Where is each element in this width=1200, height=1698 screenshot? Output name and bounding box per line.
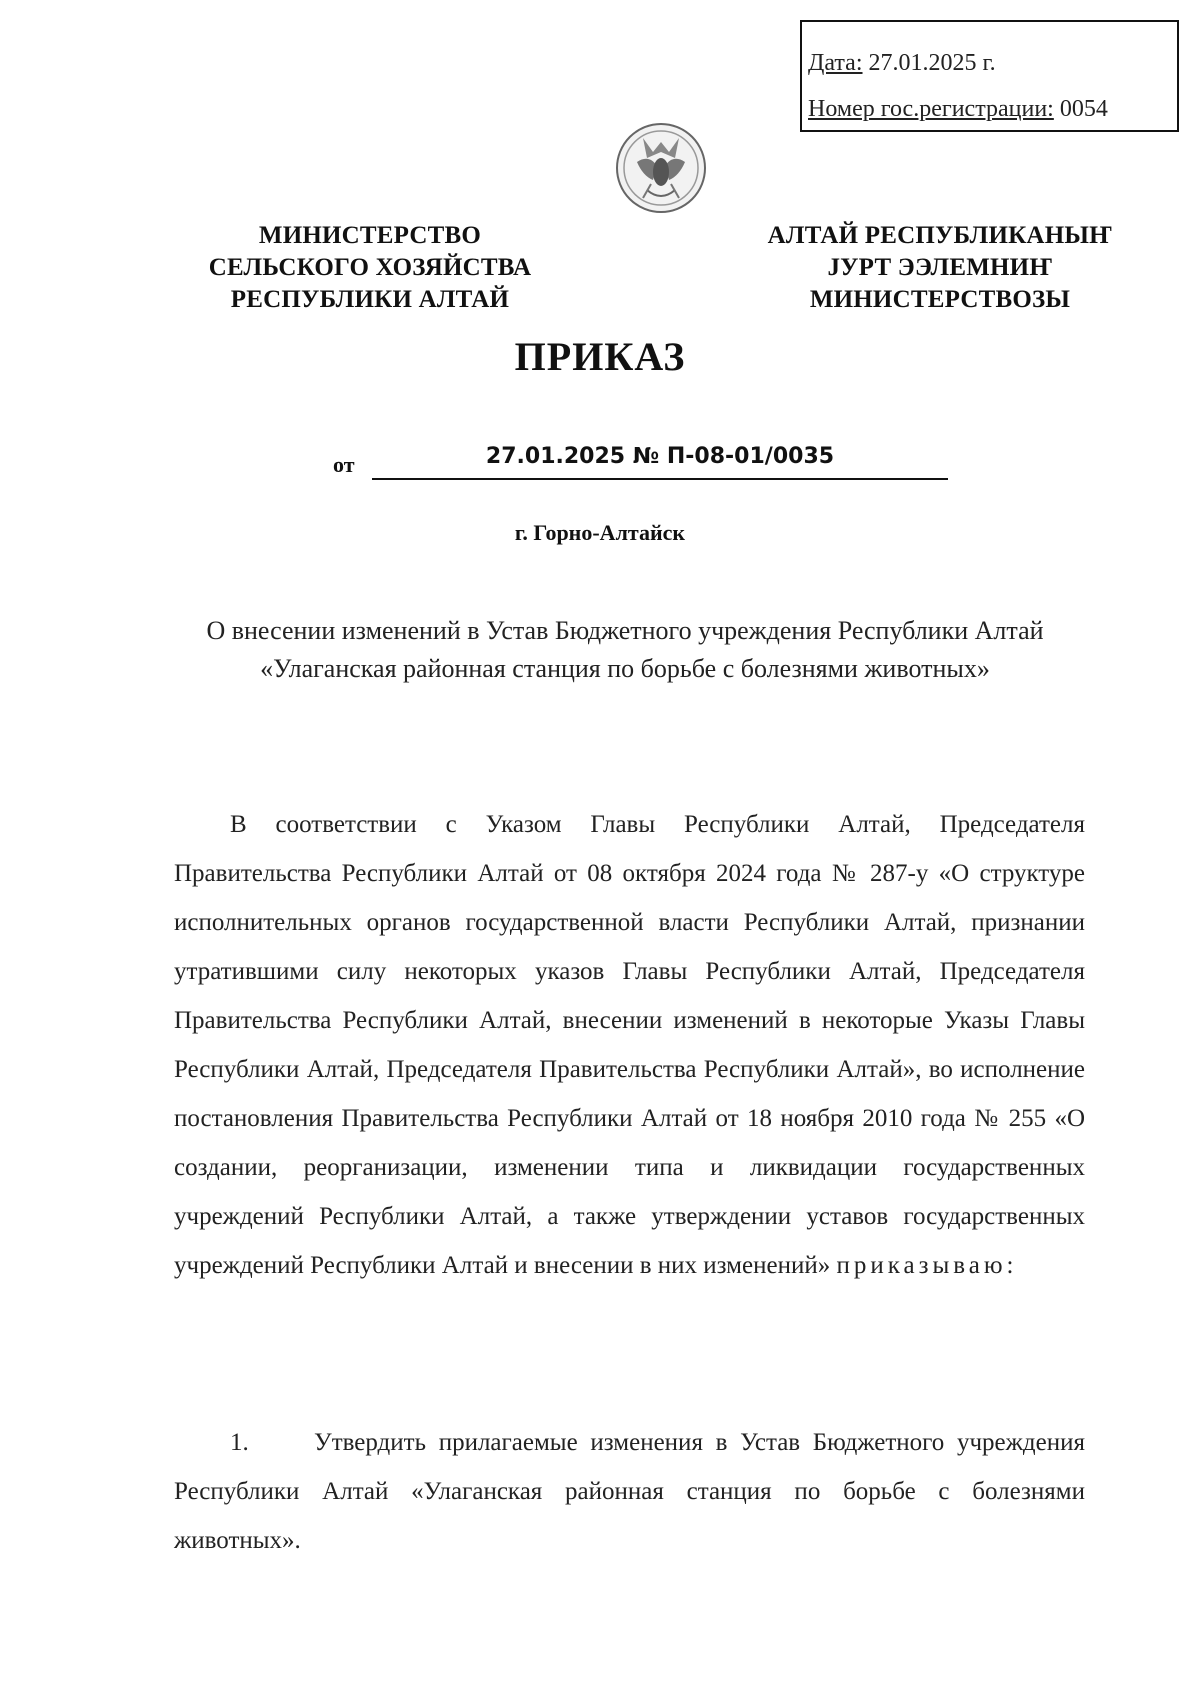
registration-stamp — [800, 20, 1179, 132]
stamp-reg-label: Номер гос.регистрации: — [808, 96, 1054, 122]
document-title: ПРИКАЗ — [514, 334, 686, 379]
order-item — [174, 1418, 1085, 1565]
decree-word: приказываю: — [836, 1252, 1018, 1279]
ministry-ru-line: МИНИСТЕРСТВО — [258, 222, 482, 249]
order-item-number: 1. — [230, 1429, 249, 1456]
ministry-name-russian — [170, 220, 570, 316]
stamp-date-label: Дата: — [808, 50, 863, 76]
order-number-underline — [372, 478, 948, 480]
order-from-label: от — [333, 452, 355, 477]
ministry-name-altai — [730, 220, 1150, 316]
preamble-paragraph — [174, 800, 1085, 1290]
city-name: г. Горно-Алтайск — [514, 520, 686, 545]
ministry-alt-line: АЛТАЙ РЕСПУБЛИКАНЫҤ — [767, 222, 1113, 249]
stamp-reg-value: 0054 — [1059, 96, 1108, 122]
stamp-date-value: 27.01.2025 г. — [868, 50, 996, 76]
order-preamble — [174, 800, 1085, 1290]
ministry-ru-line: СЕЛЬСКОГО ХОЗЯЙСТВА — [208, 254, 532, 281]
stamp-date-row — [808, 40, 1177, 86]
coat-of-arms-icon — [613, 118, 709, 218]
ministry-ru-line: РЕСПУБЛИКИ АЛТАЙ — [230, 286, 510, 313]
order-subject: О внесении изменений в Устав Бюджетного учреждения Республики Алтай «Улаганская районная станция по борьбе с болезнями животных» — [206, 616, 1044, 683]
ministry-alt-line: МИНИСТЕРСТВОЗЫ — [809, 286, 1071, 313]
ministry-alt-line: ЈУРТ ЭЭЛЕМНИҤ — [827, 254, 1053, 281]
order-item-text: Утвердить прилагаемые изменения в Устав Бюджетного учреждения Республики Алтай «Улаганская районная станция по борьбе с болезнями животных». — [174, 1429, 1085, 1554]
order-number: 27.01.2025 № П-08-01/0035 — [485, 444, 835, 469]
preamble-text: В соответствии с Указом Главы Республики Алтай, Председателя Правительства Республики Алтай от 08 октября 2024 года № 287-у «О структуре исполнительных органов государственной власти Республики Алтай, признании утратившими силу некоторых указов Главы Республики Алтай, Председателя Правительства Республики Алтай, внесении изменений в некоторые Указы Главы Республики Алтай, Председателя Правительства Республики Алтай», во исполнение постановления Правительства Республики Алтай от 18 ноября 2010 года № 255 «О создании, реорганизации, изменении типа и ликвидации государственных учреждений Республики Алтай, а также утверждении уставов государственных учреждений Республики Алтай и внесении в них изменений» — [174, 811, 1085, 1279]
stamp-reg-row — [808, 86, 1177, 132]
